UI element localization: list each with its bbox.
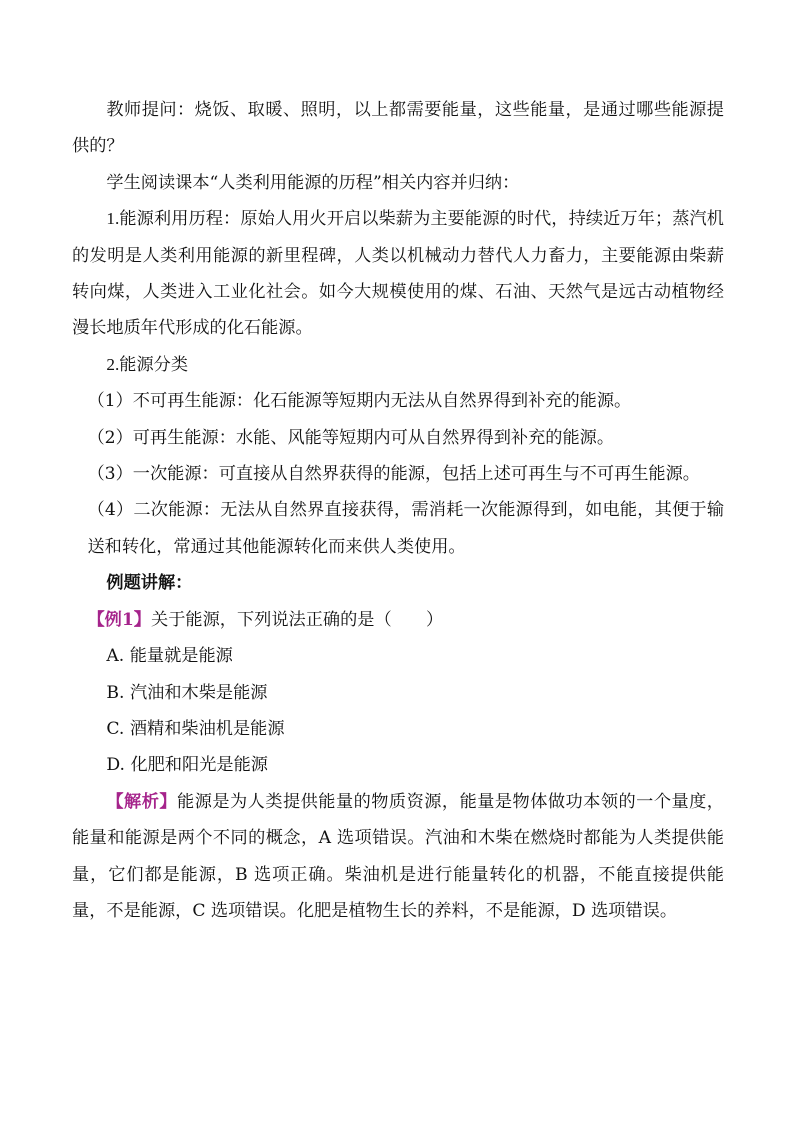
section-1 (72, 201, 724, 347)
teacher-question: 教师提问：烧饭、取暖、照明，以上都需要能量，这些能量，是通过哪些能源提供的？ (72, 100, 724, 157)
example-heading: 例题讲解： (106, 573, 193, 594)
section-1-number: 1. (106, 209, 120, 229)
classification-text: 无法从自然界直接获得，需消耗一次能源得到，如电能，其便于输送和转化，常通过其他能源转化而来供人类使用。 (87, 500, 725, 557)
classification-item-2 (72, 420, 724, 456)
classification-text: 水能、风能等短期内可从自然界得到补充的能源。 (235, 427, 615, 448)
section-1-title: 能源利用历程： (119, 209, 241, 230)
example-question-text: 关于能源，下列说法正确的是（ ） (151, 609, 444, 630)
classification-text: 可直接从自然界获得的能源，包括上述可再生与不可再生能源。 (218, 464, 700, 485)
option-c: C. 酒精和柴油机是能源 (106, 718, 285, 739)
analysis-tag: 【解析】 (106, 791, 178, 812)
classification-item-3 (72, 456, 724, 492)
option-b: B. 汽油和木柴是能源 (106, 682, 268, 703)
document-page (72, 92, 724, 929)
section-2-number: 2. (106, 354, 120, 374)
analysis-text: 能源是为人类提供能量的物质资源，能量是物体做功本领的一个量度，能量和能源是两个不同的概念，A 选项错误。汽油和木柴在燃烧时都能为人类提供能量，它们都是能源，B 选项正确。柴油机是进行能量转化的机器，不能直接提供能量，不是能源，C 选项错误。化肥是植物生长的养料，不是能源，D 选项错误。 (72, 791, 724, 921)
student-task: 学生阅读课本“人类利用能源的历程”相关内容并归纳： (106, 172, 520, 193)
classification-label: （1）不可再生能源： (87, 391, 254, 412)
classification-label: （3）一次能源： (87, 464, 219, 485)
option-a: A. 能量就是能源 (106, 646, 233, 667)
classification-text: 化石能源等短期内无法从自然界得到补充的能源。 (253, 391, 632, 412)
section-2-title: 能源分类 (119, 354, 189, 375)
classification-item-1 (72, 383, 724, 419)
classification-label: （4）二次能源： (87, 500, 221, 521)
section-1-body: 原始人用火开启以柴薪为主要能源的时代，持续近万年；蒸汽机的发明是人类利用能源的新里程碑，人类以机械动力替代人力畜力，主要能源由柴薪转向煤，人类进入工业化社会。如今大规模使用的煤、石油、天然气是远古动植物经漫长地质年代形成的化石能源。 (72, 209, 724, 339)
option-d: D. 化肥和阳光是能源 (106, 755, 268, 776)
section-2 (72, 347, 724, 383)
analysis (72, 784, 724, 930)
classification-item-4 (72, 492, 724, 565)
classification-label: （2）可再生能源： (87, 427, 236, 448)
example-question (72, 602, 724, 638)
example-tag: 【例1】 (87, 609, 151, 630)
